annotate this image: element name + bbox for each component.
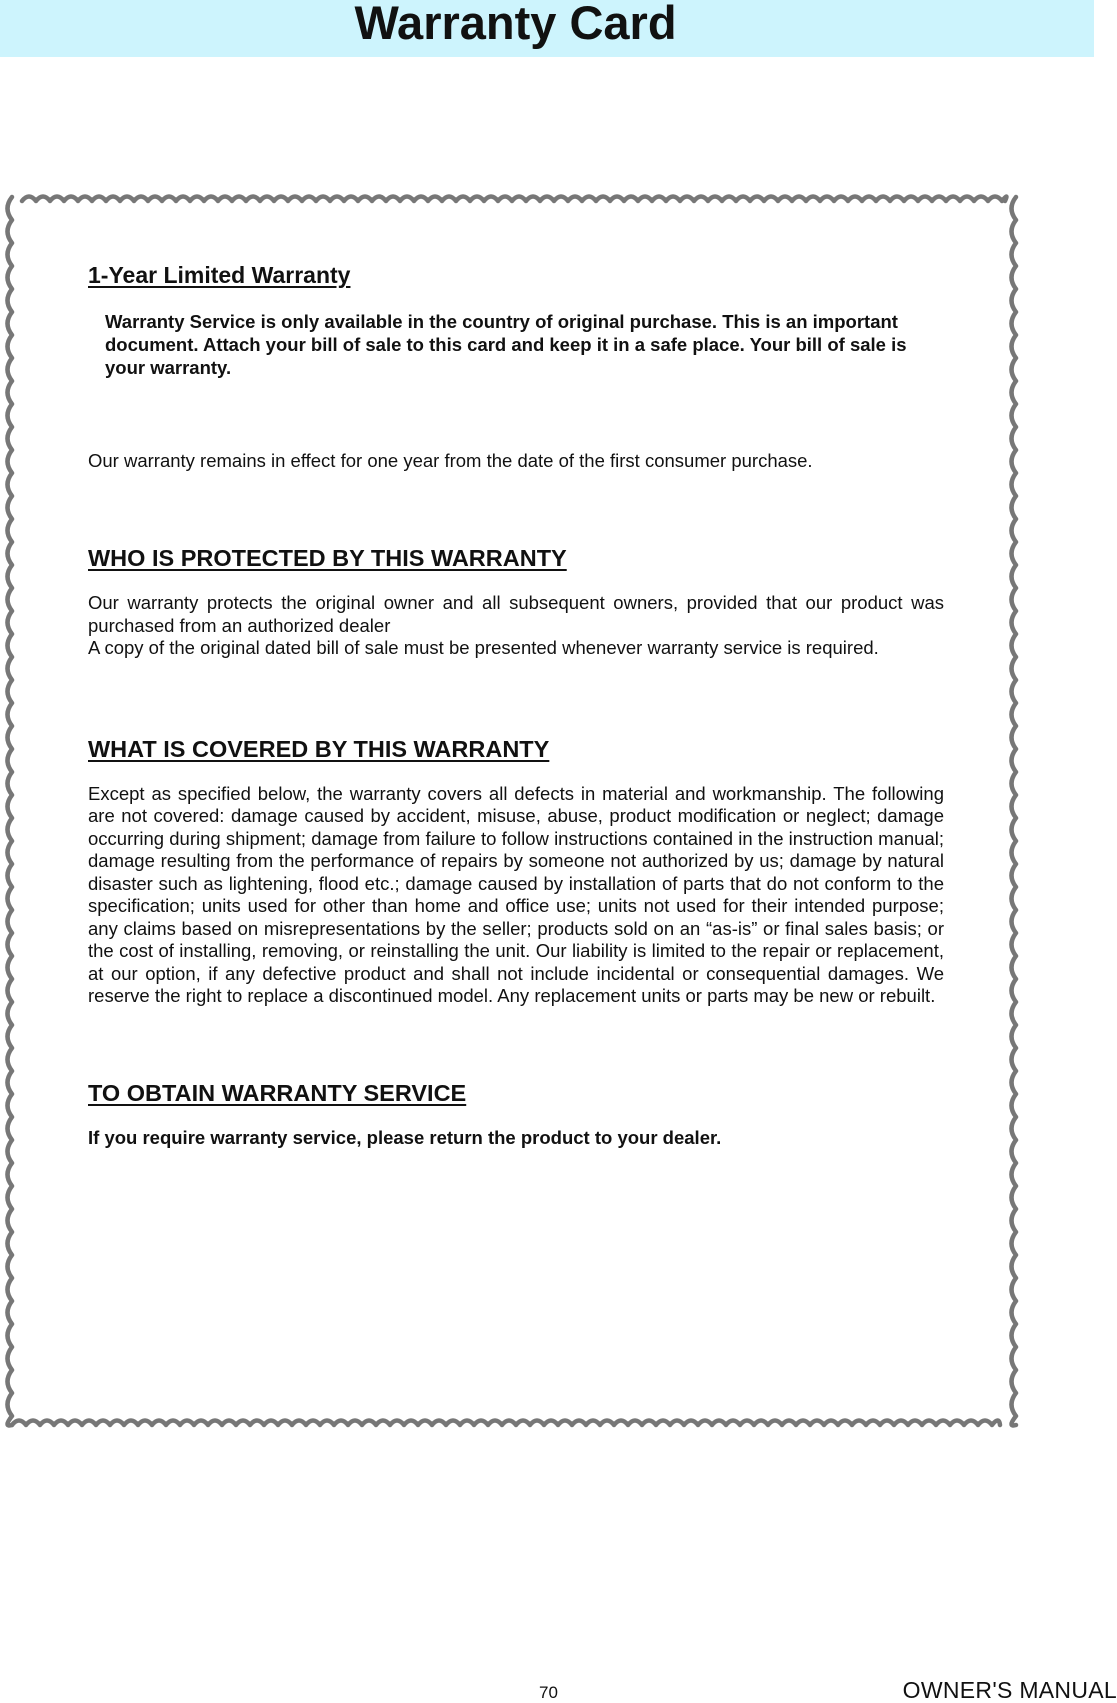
- warranty-card: [88, 260, 944, 1149]
- obtain-service-text: If you require warranty service, please return the product to your dealer.: [88, 1126, 722, 1148]
- warranty-title: 1-Year Limited Warranty: [88, 262, 351, 288]
- obtain-service-heading: TO OBTAIN WARRANTY SERVICE: [88, 1079, 467, 1106]
- who-protected-text: [88, 592, 944, 660]
- who-protected-line-2: A copy of the original dated bill of sale must be presented whenever warranty service is required.: [88, 637, 879, 658]
- what-covered-text: Except as specified below, the warranty covers all defects in material and workmanship. The following are not covered: damage caused by accident, misuse, abuse, product modification or neglect; damage occurring during shipment; damage from failure to follow instructions contained in the instruction manual; damage resulting from the performance of repairs by someone not authorized by us; damage by natural disaster such as lightening, flood etc.; damage caused by installation of parts that do not conform to the specification; units used for other than home and office use; units not used for their intended purpose; any claims based on misrepresentations by the seller; products sold on an “as-is” or final sales basis; or the cost of installing, removing, or reinstalling the unit. Our liability is limited to the repair or replacement, at our option, if any defective product and shall not include incidental or consequential damages. We reserve the right to replace a discontinued model. Any replacement units or parts may be new or rebuilt.: [88, 782, 944, 1006]
- intro-note: Warranty Service is only available in the country of original purchase. This is an important document. Attach your bill of sale to this card and keep it in a safe place. Your bill of sale is your warranty.: [105, 311, 907, 378]
- what-covered-heading: WHAT IS COVERED BY THIS WARRANTY: [88, 735, 550, 762]
- manual-label: OWNER'S MANUAL: [902, 1677, 1117, 1703]
- warranty-period-text: Our warranty remains in effect for one year from the date of the first consumer purchase.: [88, 450, 813, 471]
- who-protected-line-1: Our warranty protects the original owner and all subsequent owners, provided that our product was purchased from an authorized dealer: [88, 592, 944, 636]
- page-number: 70: [539, 1683, 558, 1702]
- who-protected-heading: WHO IS PROTECTED BY THIS WARRANTY: [88, 545, 567, 571]
- page-title: Warranty Card: [354, 0, 677, 49]
